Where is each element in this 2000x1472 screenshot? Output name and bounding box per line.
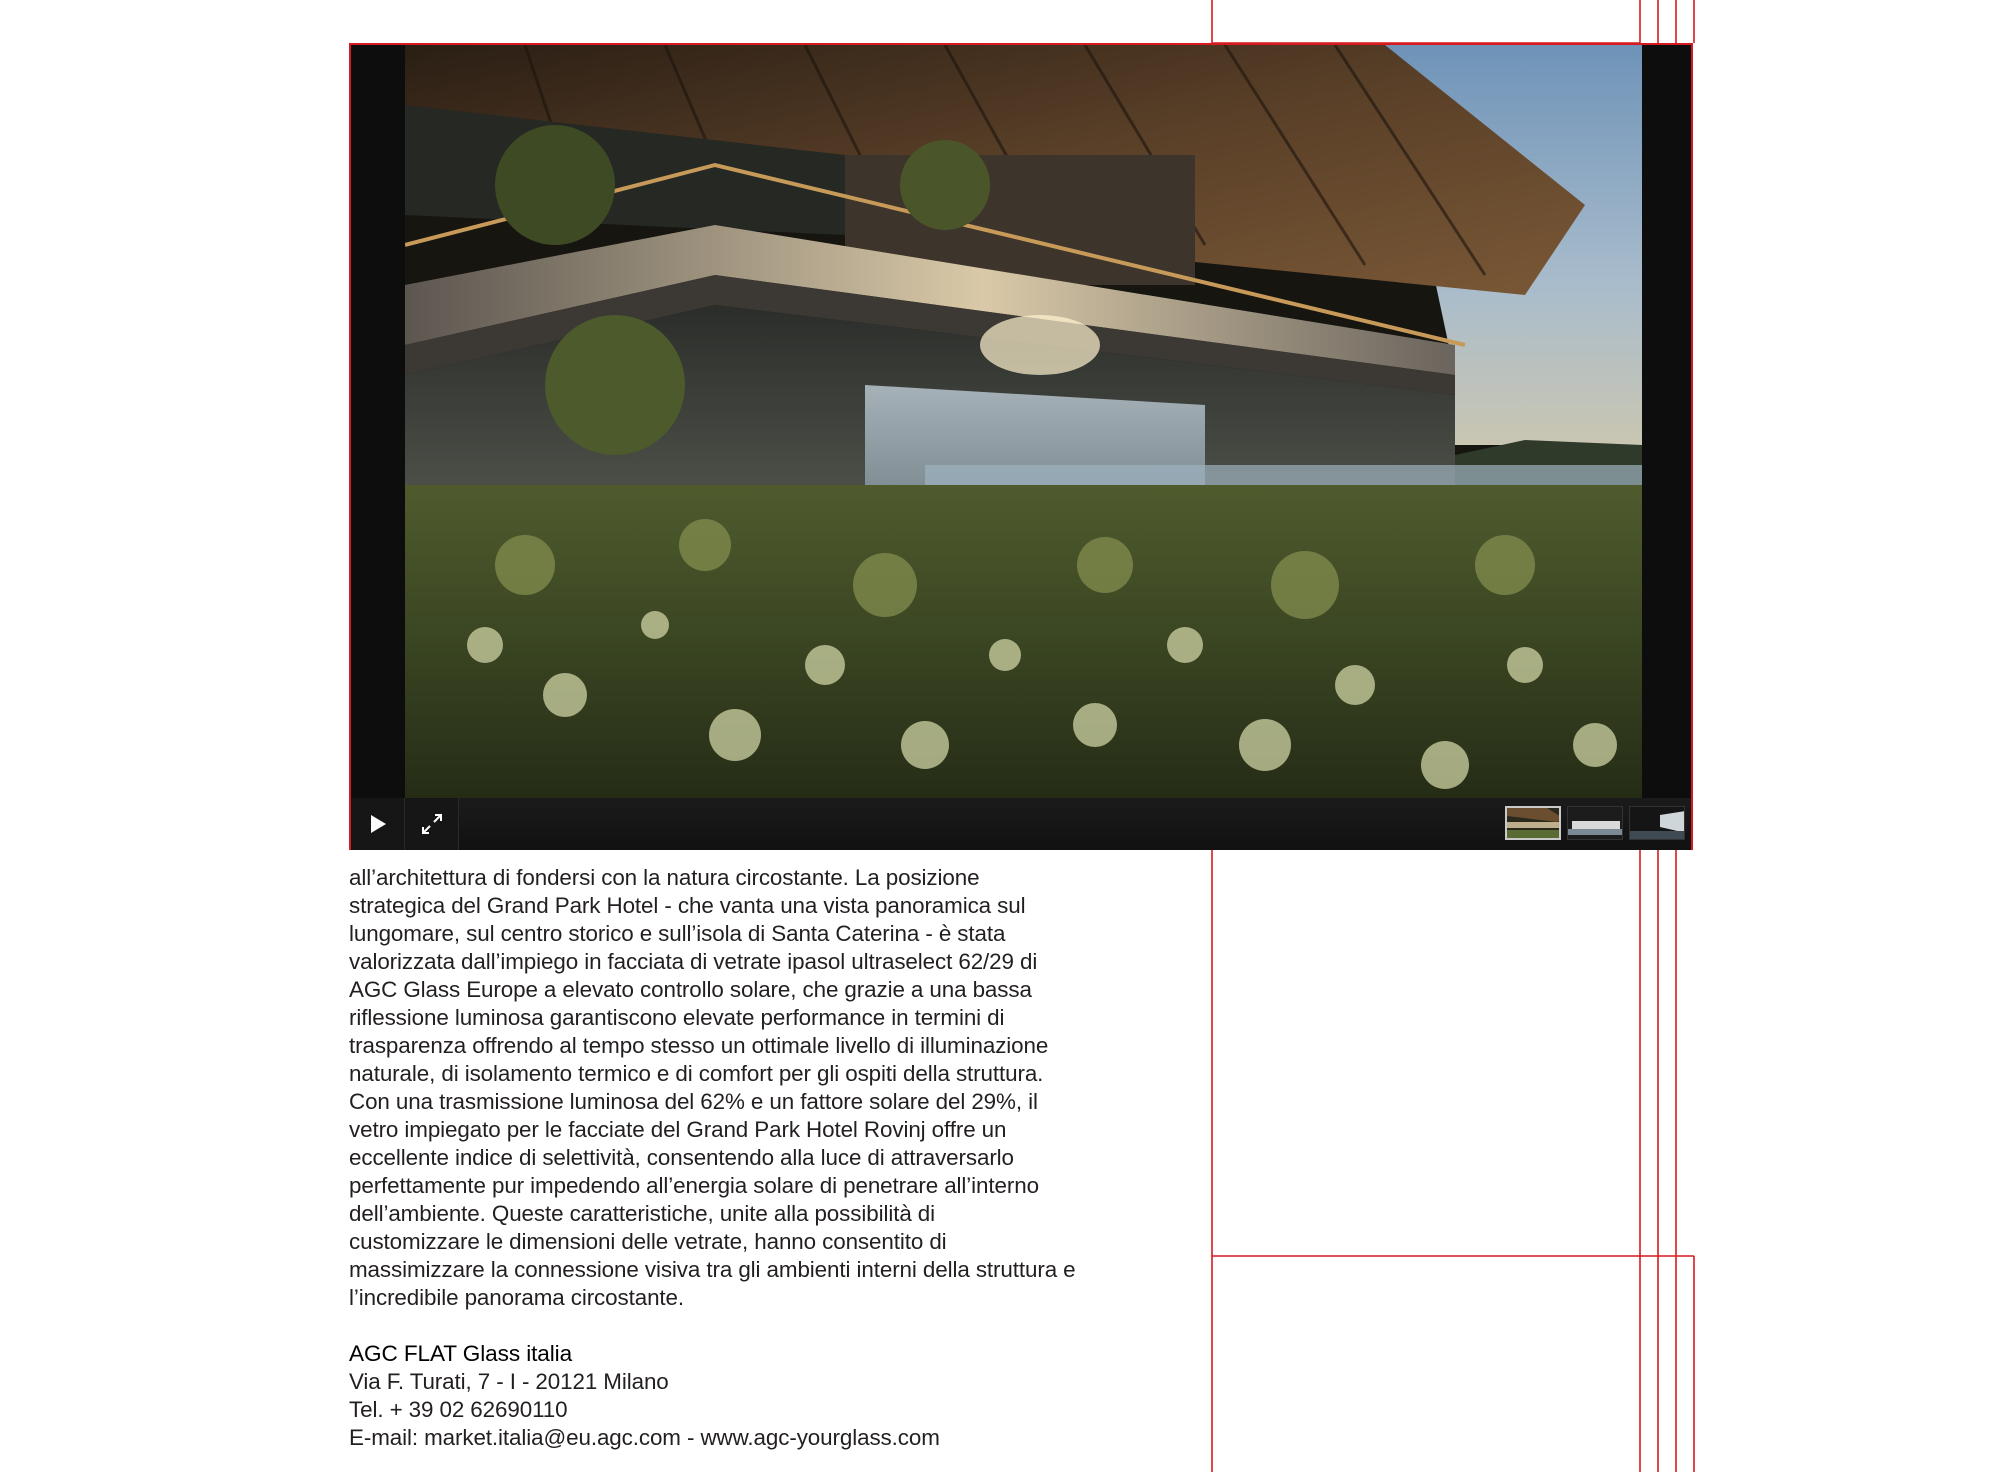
text-line: naturale, di isolamento termico e di comfort per gli ospiti della struttura. [349,1061,1044,1086]
fullscreen-button[interactable] [405,798,459,850]
text-line: vetro impiegato per le facciate del Grand Park Hotel Rovinj offre un [349,1117,1007,1142]
thumbnail-strip [1505,806,1685,840]
text-line: eccellente indice di selettività, consentendo alla luce di attraversarlo [349,1145,1014,1170]
company-phone: Tel. + 39 02 62690110 [349,1397,568,1422]
image-gallery[interactable] [349,43,1693,850]
text-line: lungomare, sul centro storico e sull’isola di Santa Caterina - è stata [349,921,1006,946]
text-line: customizzare le dimensioni delle vetrate, hanno consentito di [349,1229,947,1254]
text-line: AGC Glass Europe a elevato controllo solare, che grazie a una bassa [349,977,1032,1002]
text-line: perfettamente pur impedendo all’energia solare di penetrare all’interno [349,1173,1039,1198]
thumbnail-3[interactable] [1629,806,1685,840]
gallery-main-photo [405,45,1642,798]
thumbnail-2[interactable] [1567,806,1623,840]
gallery-controls [351,798,1691,850]
text-line: valorizzata dall’impiego in facciata di vetrate ipasol ultraselect 62/29 di [349,949,1038,974]
company-name: AGC FLAT Glass italia [349,1341,573,1366]
text-line: l’incredibile panorama circostante. [349,1285,685,1310]
contact-block [349,1340,1169,1452]
company-address: Via F. Turati, 7 - I - 20121 Milano [349,1369,669,1394]
text-line: riflessione luminosa garantiscono elevate performance in termini di [349,1005,1005,1030]
text-line: massimizzare la connessione visiva tra gli ambienti interni della struttura e [349,1257,1076,1282]
fullscreen-icon [420,812,444,836]
play-button[interactable] [351,798,405,850]
article-paragraph [349,864,1169,1312]
text-line: trasparenza offrendo al tempo stesso un ottimale livello di illuminazione [349,1033,1049,1058]
text-line: all’architettura di fondersi con la natura circostante. La posizione [349,865,980,890]
text-line: dell’ambiente. Queste caratteristiche, unite alla possibilità di [349,1201,936,1226]
article-body [349,864,1169,1452]
company-email-web[interactable]: E-mail: market.italia@eu.agc.com - www.agc-yourglass.com [349,1425,940,1450]
thumbnail-1[interactable] [1505,806,1561,840]
play-icon [369,814,387,834]
text-line: strategica del Grand Park Hotel - che vanta una vista panoramica sul [349,893,1026,918]
text-line: Con una trasmissione luminosa del 62% e un fattore solare del 29%, il [349,1089,1038,1114]
